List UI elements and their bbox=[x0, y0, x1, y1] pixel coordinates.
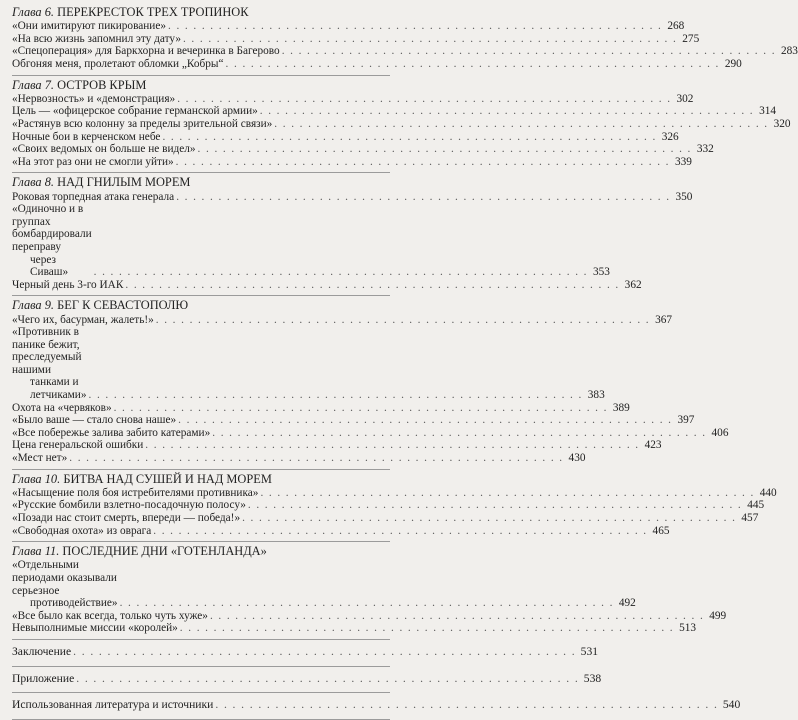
toc-entry[interactable] bbox=[12, 524, 670, 538]
chapter-number: Глава 10. bbox=[12, 471, 61, 486]
chapter-heading[interactable] bbox=[12, 79, 390, 92]
entry-title: «Все побережье залива забито катерами» bbox=[12, 426, 211, 439]
page-number: 445 bbox=[747, 499, 765, 512]
entry-title: Обгоняя меня, пролетают обломки „Кобры“ bbox=[12, 57, 224, 70]
entry-title: «Было ваше — стало снова наше» bbox=[12, 414, 177, 427]
entry-title: Приложение bbox=[12, 671, 75, 685]
leader-dots: . . . . . . . . . . . . . . . . . . . . . . . . . . . . . . . . . . . . . . . . . . . . . . . . . . . . . . . . . . . bbox=[179, 622, 675, 635]
toc-entry[interactable] bbox=[12, 499, 765, 512]
toc-entry[interactable] bbox=[12, 92, 694, 106]
leader-dots: . . . . . . . . . . . . . . . . . . . . . . . . . . . . . . . . . . . . . . . . . . . . . . . . . . . . . . . . . . . bbox=[168, 20, 663, 33]
leader-dots: . . . . . . . . . . . . . . . . . . . . . . . . . . . . . . . . . . . . . . . . . . . . . . . . . . . . . . . . . . . bbox=[212, 426, 707, 439]
page-number: 367 bbox=[655, 313, 673, 326]
leader-dots: . . . . . . . . . . . . . . . . . . . . . . . . . . . . . . . . . . . . . . . . . . . . . . . . . . . . . . . . . . . bbox=[274, 117, 769, 130]
leader-dots: . . . . . . . . . . . . . . . . . . . . . . . . . . . . . . . . . . . . . . . . . . . . . . . . . . . . . . . . . . . bbox=[247, 499, 743, 512]
chapter-number: Глава 11. bbox=[12, 544, 60, 559]
toc-entry[interactable] bbox=[12, 559, 636, 610]
leader-dots: . . . . . . . . . . . . . . . . . . . . . . . . . . . . . . . . . . . . . . . . . . . . . . . . . . . . . . . . . . . bbox=[125, 278, 620, 291]
chapter-number: Глава 9. bbox=[12, 298, 55, 313]
leader-dots: . . . . . . . . . . . . . . . . . . . . . . . . . . . . . . . . . . . . . . . . . . . . . . . . . . . . . . . . . . . bbox=[145, 439, 640, 452]
leader-dots: . . . . . . . . . . . . . . . . . . . . . . . . . . . . . . . . . . . . . . . . . . . . . . . . . . . . . . . . . . . bbox=[69, 452, 564, 465]
chapter-heading[interactable] bbox=[12, 473, 390, 486]
page-number: 430 bbox=[568, 452, 586, 465]
entry-title: «Чего их, басурман, жалеть!» bbox=[12, 313, 154, 326]
back-matter-section bbox=[12, 693, 741, 720]
leader-dots: . . . . . . . . . . . . . . . . . . . . . . . . . . . . . . . . . . . . . . . . . . . . . . . . . . . . . . . . . . . bbox=[73, 644, 577, 658]
page-number: 290 bbox=[724, 57, 742, 70]
page-number: 339 bbox=[674, 155, 692, 168]
entry-title-line: «Одиночно и в группах бомбардировали переправу bbox=[12, 203, 92, 253]
leader-dots: . . . . . . . . . . . . . . . . . . . . . . . . . . . . . . . . . . . . . . . . . . . . . . . . . . . . . . . . . . . bbox=[225, 57, 720, 70]
page-number: 389 bbox=[612, 401, 630, 414]
page-number: 406 bbox=[711, 426, 729, 439]
toc-entry[interactable] bbox=[12, 143, 714, 156]
chapter-section bbox=[12, 5, 798, 76]
entry-title: Ночные бои в керченском небе bbox=[12, 130, 161, 143]
entry-title: «Русские бомбили взлетно-посадочную полосу» bbox=[12, 499, 246, 512]
toc-entry[interactable] bbox=[12, 426, 729, 440]
entry-title-line: «Противник в панике бежит, преследуемый нашими bbox=[12, 326, 82, 376]
toc-entry[interactable] bbox=[12, 452, 586, 465]
leader-dots: . . . . . . . . . . . . . . . . . . . . . . . . . . . . . . . . . . . . . . . . . . . . . . . . . . . . . . . . . . . bbox=[176, 190, 671, 203]
entry-title: Невыполнимые миссии «королей» bbox=[12, 622, 178, 635]
leader-dots: . . . . . . . . . . . . . . . . . . . . . . . . . . . . . . . . . . . . . . . . . . . . . . . . . . . . . . . . . . . bbox=[88, 389, 583, 402]
leader-dots: . . . . . . . . . . . . . . . . . . . . . . . . . . . . . . . . . . . . . . . . . . . . . . . . . . . . . . . . . . . bbox=[182, 32, 678, 45]
page-number: 423 bbox=[644, 439, 662, 452]
leader-dots: . . . . . . . . . . . . . . . . . . . . . . . . . . . . . . . . . . . . . . . . . . . . . . . . . . . . . . . . . . . bbox=[242, 512, 737, 525]
toc-entry[interactable] bbox=[12, 622, 697, 635]
page-number: 362 bbox=[624, 278, 642, 291]
chapter-section bbox=[12, 76, 791, 174]
page-number: 283 bbox=[780, 45, 798, 58]
leader-dots: . . . . . . . . . . . . . . . . . . . . . . . . . . . . . . . . . . . . . . . . . . . . . . . . . . . . . . . . . . . bbox=[93, 266, 588, 279]
leader-dots: . . . . . . . . . . . . . . . . . . . . . . . . . . . . . . . . . . . . . . . . . . . . . . . . . . . . . . . . . . . bbox=[155, 313, 651, 326]
toc-entry[interactable] bbox=[12, 401, 630, 415]
toc-entry[interactable] bbox=[12, 45, 798, 58]
chapter-heading[interactable] bbox=[12, 545, 390, 558]
entry-title-line: «Отдельными периодами оказывали серьезное bbox=[12, 559, 117, 597]
entry-title: Заключение bbox=[12, 644, 72, 658]
toc-entry[interactable] bbox=[12, 155, 692, 169]
entry-title: «Мест нет» bbox=[12, 452, 68, 465]
page-number: 538 bbox=[583, 671, 602, 685]
page-number: 332 bbox=[696, 143, 714, 156]
page-number: 275 bbox=[682, 32, 700, 45]
toc-entry[interactable] bbox=[12, 313, 673, 327]
toc-entry[interactable] bbox=[12, 671, 602, 686]
chapter-section bbox=[12, 296, 729, 469]
toc-entry[interactable] bbox=[12, 278, 642, 292]
page-number: 314 bbox=[759, 105, 777, 118]
entry-title: «На этот раз они не смогли уйти» bbox=[12, 155, 174, 168]
page-number: 440 bbox=[759, 486, 777, 499]
page-number: 397 bbox=[677, 414, 695, 427]
toc-entry[interactable] bbox=[12, 698, 741, 712]
page-number: 499 bbox=[709, 609, 727, 622]
chapter-heading[interactable] bbox=[12, 299, 390, 312]
chapter-title-text: БИТВА НАД СУШЕЙ И НАД МОРЕМ bbox=[63, 471, 272, 486]
chapter-heading[interactable] bbox=[12, 6, 390, 19]
entry-title: Роковая торпедная атака генерала bbox=[12, 190, 175, 203]
entry-title bbox=[12, 326, 87, 402]
toc-entry[interactable] bbox=[12, 20, 685, 33]
page-number: 268 bbox=[667, 20, 685, 33]
chapter-title-text: ПОСЛЕДНИЕ ДНИ «ГОТЕНЛАНДА» bbox=[62, 544, 267, 559]
chapter-heading[interactable] bbox=[12, 176, 390, 189]
entry-title: «Позади нас стоит смерть, впереди — победа!» bbox=[12, 512, 241, 525]
chapter-number: Глава 8. bbox=[12, 175, 55, 190]
entry-title: «Они имитируют пикирование» bbox=[12, 20, 167, 33]
leader-dots: . . . . . . . . . . . . . . . . . . . . . . . . . . . . . . . . . . . . . . . . . . . . . . . . . . . . . . . . . . . bbox=[259, 105, 755, 118]
toc-entry[interactable] bbox=[12, 57, 742, 71]
leader-dots: . . . . . . . . . . . . . . . . . . . . . . . . . . . . . . . . . . . . . . . . . . . . . . . . . . . . . . . . . . . bbox=[215, 698, 719, 712]
toc-entry[interactable] bbox=[12, 130, 679, 144]
page-number: 465 bbox=[652, 524, 670, 537]
leader-dots: . . . . . . . . . . . . . . . . . . . . . . . . . . . . . . . . . . . . . . . . . . . . . . . . . . . . . . . . . . . bbox=[209, 609, 705, 622]
leader-dots: . . . . . . . . . . . . . . . . . . . . . . . . . . . . . . . . . . . . . . . . . . . . . . . . . . . . . . . . . . . bbox=[76, 671, 580, 685]
toc-entry[interactable] bbox=[12, 644, 599, 659]
leader-dots: . . . . . . . . . . . . . . . . . . . . . . . . . . . . . . . . . . . . . . . . . . . . . . . . . . . . . . . . . . . bbox=[175, 155, 670, 168]
toc-entry[interactable] bbox=[12, 326, 605, 402]
toc-entry[interactable] bbox=[12, 486, 777, 500]
entry-title bbox=[12, 203, 92, 279]
entry-title: «Насыщение поля боя истребителями противника» bbox=[12, 486, 259, 499]
entry-title: Использованная литература и источники bbox=[12, 698, 214, 712]
page-number: 326 bbox=[661, 130, 679, 143]
leader-dots: . . . . . . . . . . . . . . . . . . . . . . . . . . . . . . . . . . . . . . . . . . . . . . . . . . . . . . . . . . . bbox=[177, 92, 672, 105]
page-number: 302 bbox=[676, 92, 694, 105]
page-number: 492 bbox=[618, 597, 636, 610]
page-number: 457 bbox=[741, 512, 759, 525]
leader-dots: . . . . . . . . . . . . . . . . . . . . . . . . . . . . . . . . . . . . . . . . . . . . . . . . . . . . . . . . . . . bbox=[153, 524, 648, 537]
leader-dots: . . . . . . . . . . . . . . . . . . . . . . . . . . . . . . . . . . . . . . . . . . . . . . . . . . . . . . . . . . . bbox=[119, 597, 614, 610]
chapter-section bbox=[12, 470, 777, 543]
entry-title: Цель — «офицерское собрание германской армии» bbox=[12, 105, 258, 118]
leader-dots: . . . . . . . . . . . . . . . . . . . . . . . . . . . . . . . . . . . . . . . . . . . . . . . . . . . . . . . . . . . bbox=[113, 401, 608, 414]
toc-entry[interactable] bbox=[12, 32, 700, 46]
toc-entry[interactable] bbox=[12, 414, 695, 427]
entry-title-continuation: танками и летчиками» bbox=[30, 376, 87, 402]
entry-title: Черный день 3-го ИАК bbox=[12, 278, 124, 291]
chapter-number: Глава 6. bbox=[12, 5, 55, 19]
toc-entry[interactable] bbox=[12, 439, 662, 452]
toc-entry[interactable] bbox=[12, 117, 791, 131]
entry-title: «Своих ведомых он больше не видел» bbox=[12, 143, 196, 156]
entry-title bbox=[12, 559, 118, 609]
leader-dots: . . . . . . . . . . . . . . . . . . . . . . . . . . . . . . . . . . . . . . . . . . . . . . . . . . . . . . . . . . . bbox=[178, 414, 673, 427]
chapter-title-text: НАД ГНИЛЫМ МОРЕМ bbox=[57, 175, 191, 190]
page-number: 540 bbox=[722, 698, 741, 712]
chapter-section bbox=[12, 542, 727, 640]
back-matter-section bbox=[12, 640, 599, 667]
back-matter-section bbox=[12, 667, 602, 694]
toc-entry[interactable] bbox=[12, 512, 759, 525]
entry-title: Цена генеральской ошибки bbox=[12, 439, 144, 452]
chapter-section bbox=[12, 173, 693, 296]
entry-title-continuation: через Сиваш» bbox=[30, 253, 69, 279]
page-number: 383 bbox=[587, 389, 605, 402]
page-number: 320 bbox=[773, 117, 791, 130]
entry-title: «Все было как всегда, только чуть хуже» bbox=[12, 609, 208, 622]
toc-entry[interactable] bbox=[12, 609, 727, 623]
page-number: 350 bbox=[675, 190, 693, 203]
entry-title: «Растянув всю колонну за пределы зрительной связи» bbox=[12, 117, 273, 130]
entry-title: «Спецоперация» для Баркхорна и вечеринка в Багерово bbox=[12, 45, 280, 58]
leader-dots: . . . . . . . . . . . . . . . . . . . . . . . . . . . . . . . . . . . . . . . . . . . . . . . . . . . . . . . . . . . bbox=[260, 486, 755, 499]
entry-title: «На всю жизнь запомнил эту дату» bbox=[12, 32, 181, 45]
entry-title: «Нервозность» и «демонстрация» bbox=[12, 92, 176, 105]
toc-entry[interactable] bbox=[12, 203, 610, 279]
chapter-title-text: БЕГ К СЕВАСТОПОЛЮ bbox=[57, 298, 189, 313]
entry-title-continuation: противодействие» bbox=[30, 597, 118, 610]
entry-title: «Свободная охота» из оврага bbox=[12, 524, 152, 537]
toc-entry[interactable] bbox=[12, 105, 777, 118]
chapter-title-text: ПЕРЕКРЕСТОК ТРЕХ ТРОПИНОК bbox=[57, 5, 249, 19]
entry-title: Охота на «червяков» bbox=[12, 401, 112, 414]
leader-dots: . . . . . . . . . . . . . . . . . . . . . . . . . . . . . . . . . . . . . . . . . . . . . . . . . . . . . . . . . . . bbox=[197, 143, 692, 156]
toc-entry[interactable] bbox=[12, 190, 693, 204]
leader-dots: . . . . . . . . . . . . . . . . . . . . . . . . . . . . . . . . . . . . . . . . . . . . . . . . . . . . . . . . . . . bbox=[281, 45, 776, 58]
chapter-title-text: ОСТРОВ КРЫМ bbox=[57, 77, 147, 92]
page-number: 531 bbox=[580, 644, 599, 658]
chapter-number: Глава 7. bbox=[12, 77, 55, 92]
leader-dots: . . . . . . . . . . . . . . . . . . . . . . . . . . . . . . . . . . . . . . . . . . . . . . . . . . . . . . . . . . . bbox=[162, 130, 657, 143]
page-number: 513 bbox=[679, 622, 697, 635]
page-number: 353 bbox=[592, 266, 610, 279]
